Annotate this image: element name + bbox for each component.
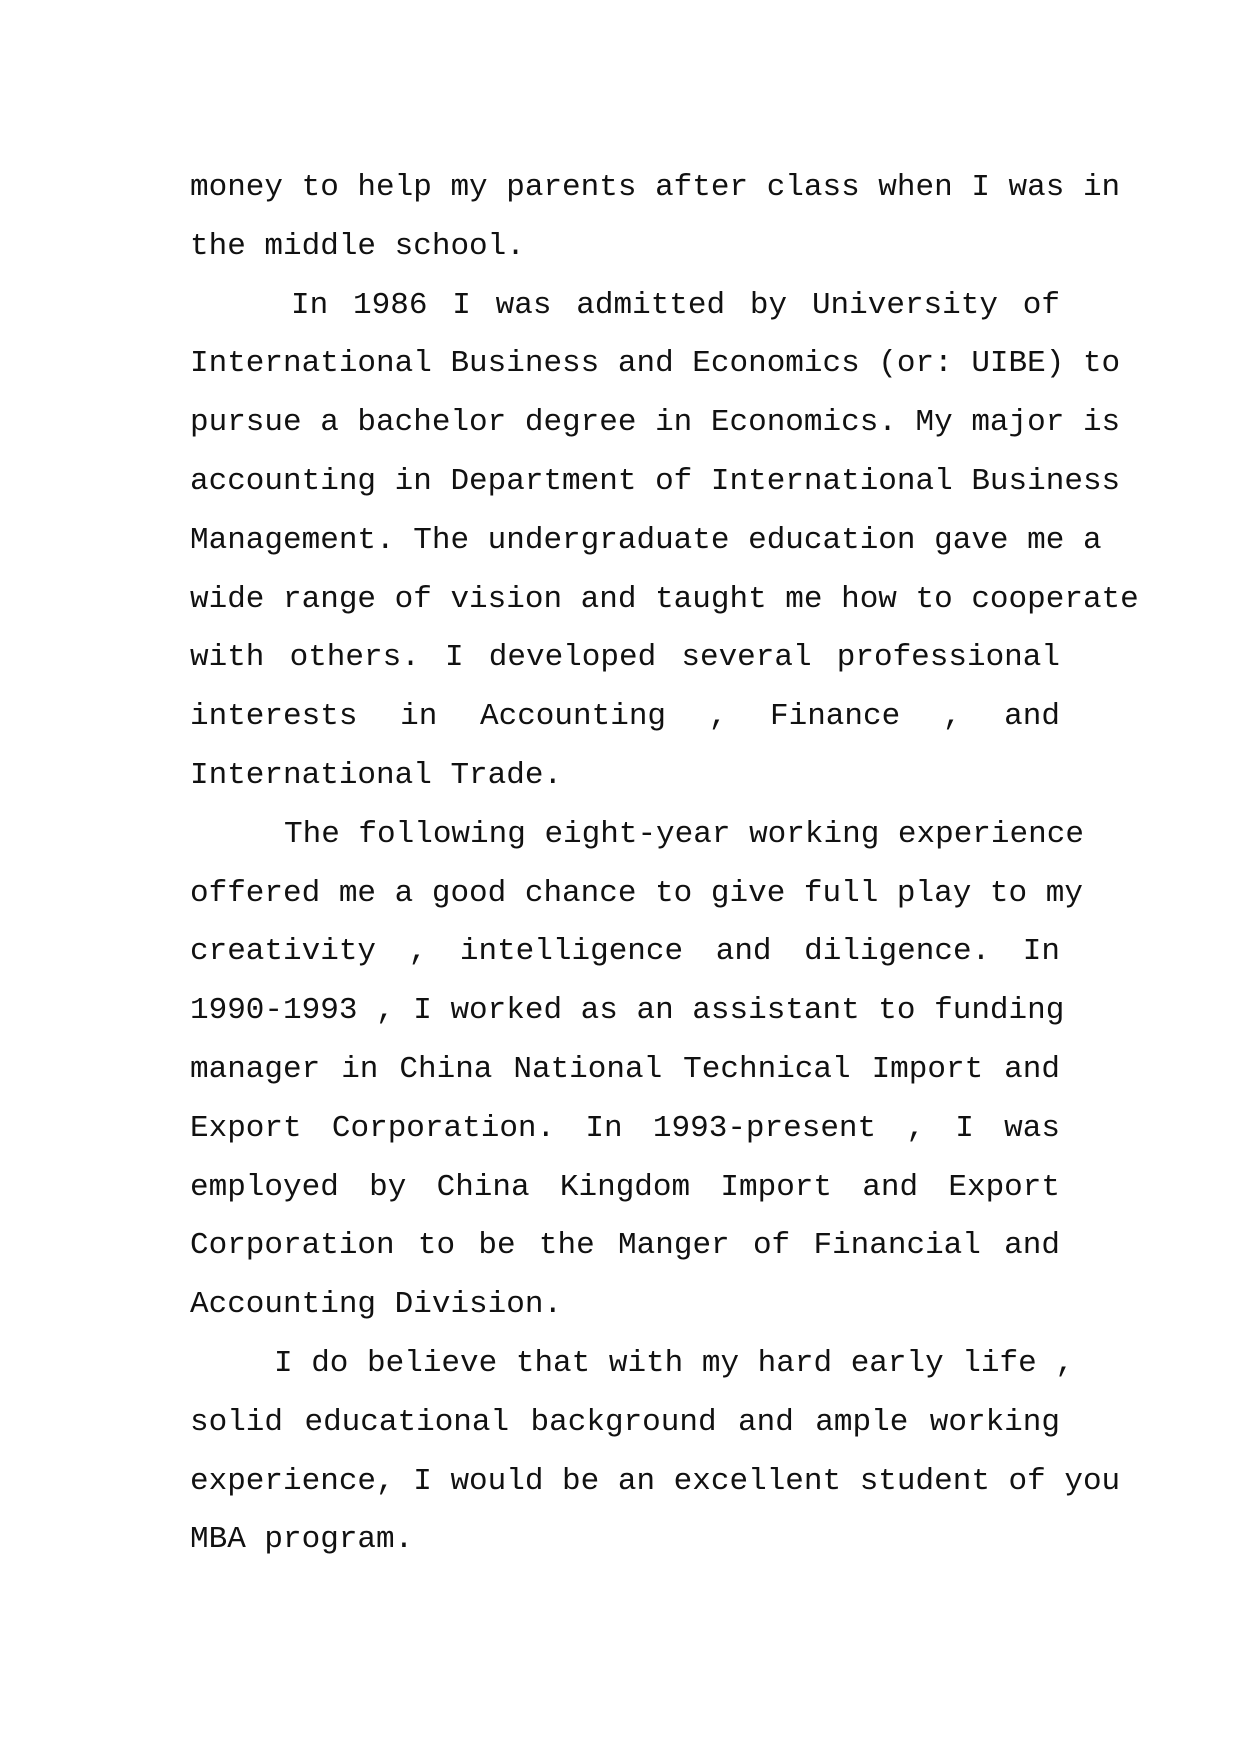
text-line: Corporation to be the Manger of Financial and (190, 1228, 1060, 1264)
paragraph (190, 277, 1139, 806)
text-line: interests in Accounting , Finance , and (190, 699, 1060, 735)
text-line: offered me a good chance to give full play to my (190, 875, 1083, 911)
text-line: accounting in Department of International Business (190, 463, 1121, 499)
text-line: Management. The undergraduate education gave me a (190, 522, 1102, 558)
text-line: International Trade. (190, 757, 563, 793)
text-line: pursue a bachelor degree in Economics. My major is (190, 405, 1121, 441)
text-line: 1990-1993 , I worked as an assistant to funding (190, 993, 1065, 1029)
paragraph (190, 159, 1121, 277)
paragraph (190, 1335, 1121, 1570)
text-line: the middle school. (190, 228, 525, 264)
text-line: I do believe that with my hard early life , (274, 1345, 1074, 1381)
text-line: The following eight-year working experience (284, 816, 1084, 852)
text-line: solid educational background and ample working (190, 1404, 1060, 1440)
text-line: Accounting Division. (190, 1287, 563, 1323)
document-page (190, 159, 1139, 1570)
text-line: experience, I would be an excellent student of you (190, 1463, 1121, 1499)
text-line: money to help my parents after class when I was in (190, 170, 1121, 205)
text-line: Export Corporation. In 1993-present , I was (190, 1110, 1060, 1146)
text-line: with others. I developed several professional (190, 640, 1060, 676)
text-line: manager in China National Technical Import and (190, 1051, 1060, 1087)
text-line: wide range of vision and taught me how to cooperate (190, 581, 1139, 617)
text-line: creativity , intelligence and diligence. In (190, 934, 1060, 970)
text-line: International Business and Economics (or: UIBE) to (190, 346, 1121, 382)
text-line: employed by China Kingdom Import and Export (190, 1169, 1060, 1205)
paragraph (190, 806, 1084, 1335)
text-line: MBA program. (190, 1522, 414, 1558)
text-line: In 1986 I was admitted by University of (291, 287, 1060, 323)
